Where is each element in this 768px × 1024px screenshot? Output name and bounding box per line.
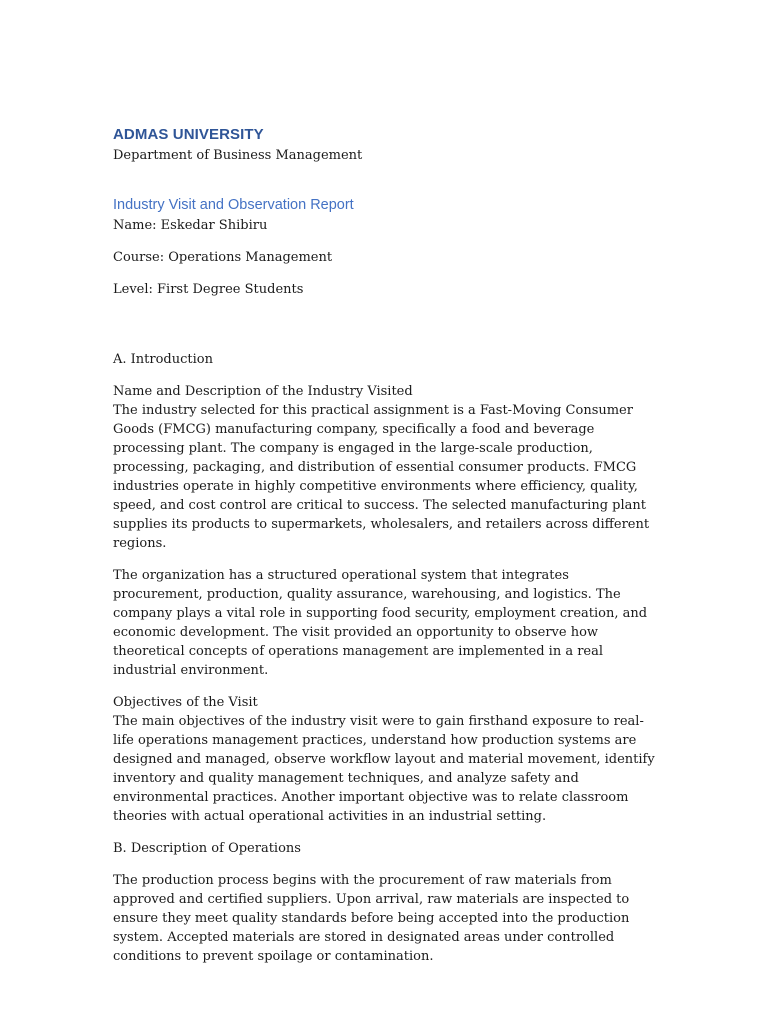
industry-description-block xyxy=(113,382,658,553)
course-name: Course: Operations Management xyxy=(113,250,333,265)
section-b-heading: B. Description of Operations xyxy=(113,841,301,856)
operations-paragraph: The production process begins with the procurement of raw materials from approved and certified suppliers. Upon arrival, raw materials are inspected to ensure they meet quality standards before being accepted into the production system. Accepted materials are stored in designated areas under controlled conditions to prevent spoilage or contamination. xyxy=(113,873,630,964)
level-info: Level: First Degree Students xyxy=(113,282,304,297)
section-a-heading: A. Introduction xyxy=(113,352,213,367)
objectives-paragraph: The main objectives of the industry visit were to gain firsthand exposure to real-life operations management practices, understand how production systems are designed and managed, observe workflow layout and material movement, identify inventory and quality management techniques, and analyze safety and environmental practices. Another important objective was to relate classroom theories with actual operational activities in an industrial setting. xyxy=(113,714,655,824)
objectives-block xyxy=(113,693,658,826)
report-title: Industry Visit and Observation Report xyxy=(113,197,354,213)
objectives-heading: Objectives of the Visit xyxy=(113,695,258,710)
student-name: Name: Eskedar Shibiru xyxy=(113,218,268,233)
organization-paragraph: The organization has a structured operational system that integrates procurement, production, quality assurance, warehousing, and logistics. The company plays a vital role in supporting food security, employment creation, and economic development. The visit provided an opportunity to observe how theoretical concepts of operations management are implemented in a real industrial environment. xyxy=(113,568,648,678)
industry-description-paragraph: The industry selected for this practical assignment is a Fast-Moving Consumer Goods (FMCG) manufacturing company, specifically a food and beverage processing plant. The company is engaged in the large-scale production, processing, packaging, and distribution of essential consumer products. FMCG industries operate in highly competitive environments where efficiency, quality, speed, and cost control are critical to success. The selected manufacturing plant supplies its products to supermarkets, wholesalers, and retailers across different regions. xyxy=(113,403,650,551)
document-page xyxy=(113,124,658,966)
university-title: ADMAS UNIVERSITY xyxy=(113,126,264,143)
industry-description-heading: Name and Description of the Industry Visited xyxy=(113,384,413,399)
department-name: Department of Business Management xyxy=(113,148,363,163)
